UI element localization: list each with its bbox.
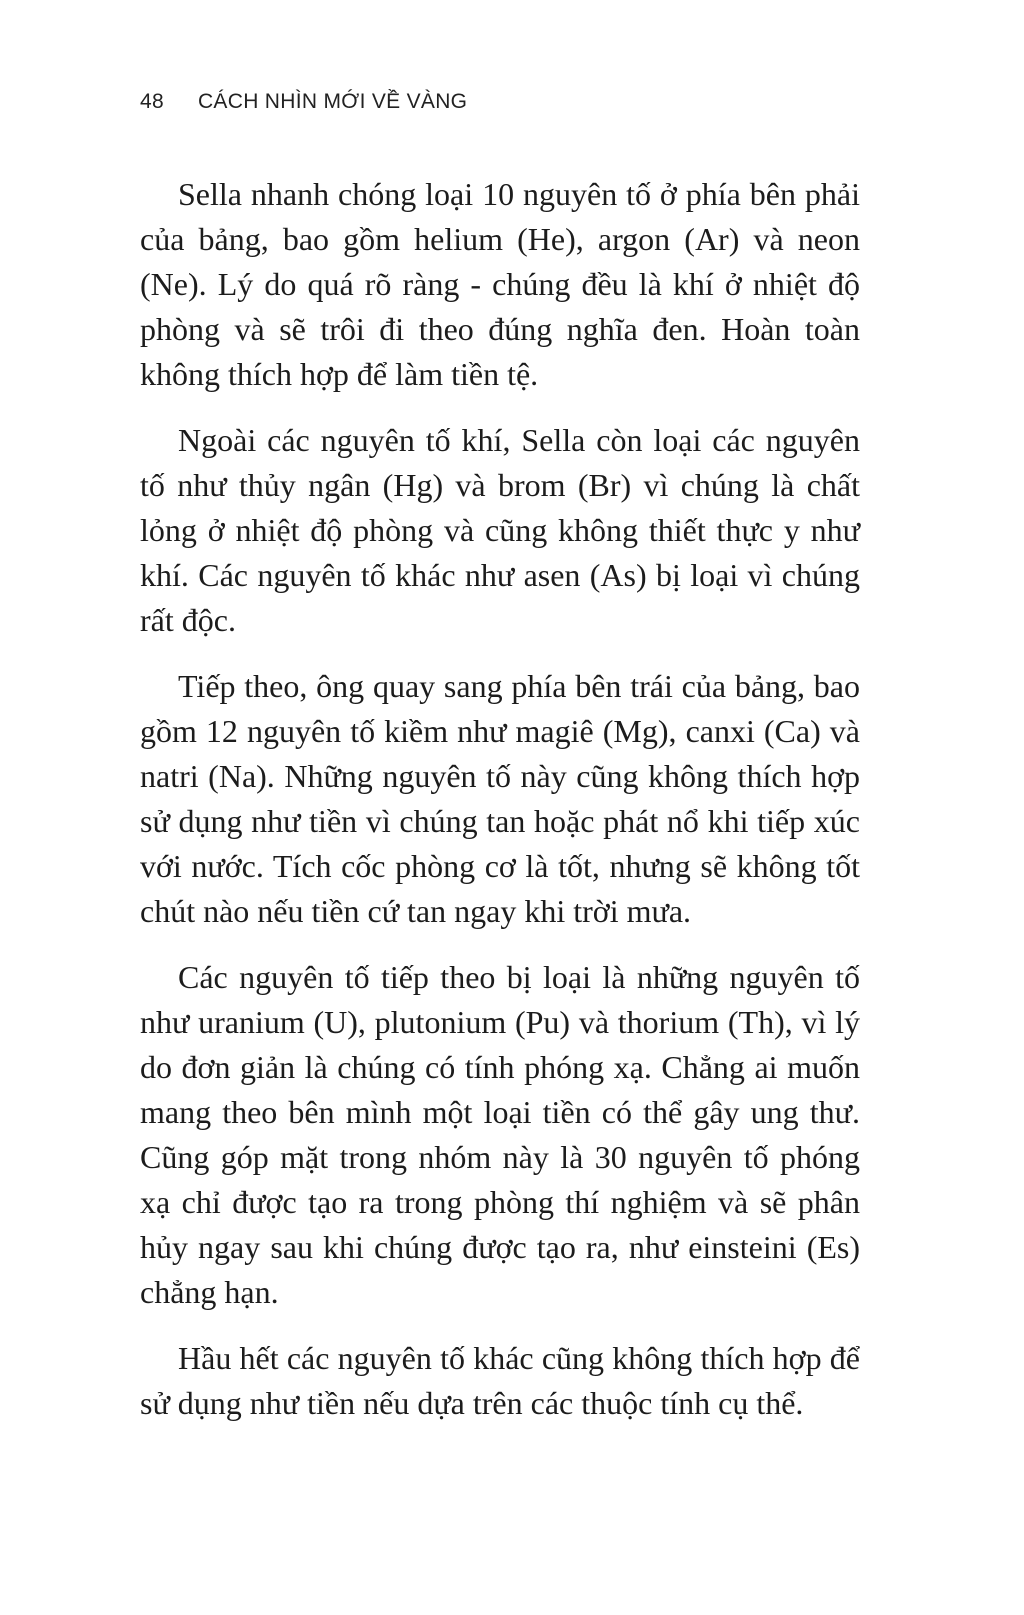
body-text <box>140 172 860 1447</box>
running-header <box>140 90 467 114</box>
paragraph-4: Các nguyên tố tiếp theo bị loại là những nguyên tố như uranium (U), plutonium (Pu) và thorium (Th), vì lý do đơn giản là chúng có tính phóng xạ. Chẳng ai muốn mang theo bên mình một loại tiền có thể gây ung thư. Cũng góp mặt trong nhóm này là 30 nguyên tố phóng xạ chỉ được tạo ra trong phòng thí nghiệm và sẽ phân hủy ngay sau khi chúng được tạo ra, như einsteini (Es) chẳng hạn. <box>140 959 860 1310</box>
paragraph-3: Tiếp theo, ông quay sang phía bên trái của bảng, bao gồm 12 nguyên tố kiềm như magiê (Mg), canxi (Ca) và natri (Na). Những nguyên tố này cũng không thích hợp sử dụng như tiền vì chúng tan hoặc phát nổ khi tiếp xúc với nước. Tích cốc phòng cơ là tốt, nhưng sẽ không tốt chút nào nếu tiền cứ tan ngay khi trời mưa. <box>140 668 860 929</box>
running-title: CÁCH NHÌN MỚI VỀ VÀNG <box>197 90 468 113</box>
paragraph-2: Ngoài các nguyên tố khí, Sella còn loại các nguyên tố như thủy ngân (Hg) và brom (Br) vì chúng là chất lỏng ở nhiệt độ phòng và cũng không thiết thực y như khí. Các nguyên tố khác như asen (As) bị loại vì chúng rất độc. <box>140 422 860 638</box>
page-number: 48 <box>140 90 164 113</box>
paragraph-1: Sella nhanh chóng loại 10 nguyên tố ở phía bên phải của bảng, bao gồm helium (He), argon (Ar) và neon (Ne). Lý do quá rõ ràng - chúng đều là khí ở nhiệt độ phòng và sẽ trôi đi theo đúng nghĩa đen. Hoàn toàn không thích hợp để làm tiền tệ. <box>140 176 860 392</box>
paragraph-5: Hầu hết các nguyên tố khác cũng không thích hợp để sử dụng như tiền nếu dựa trên các thuộc tính cụ thể. <box>140 1340 860 1421</box>
